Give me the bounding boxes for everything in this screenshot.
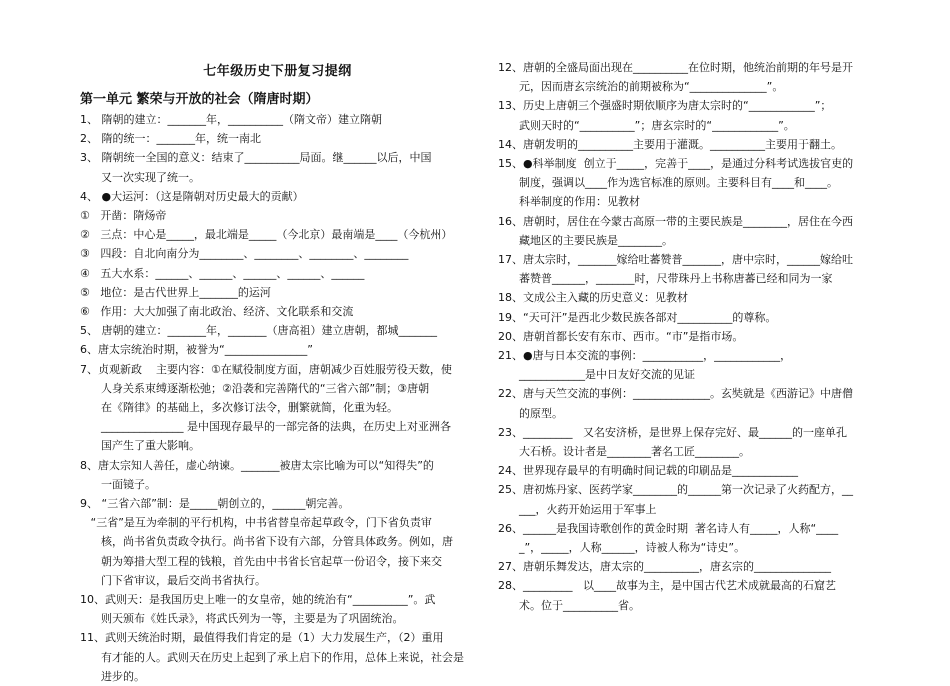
outline-line: 16、唐朝时，居住在今蒙古高原一带的主要民族是________，居住在今西 (498, 214, 853, 228)
outline-line: 12、唐朝的全盛局面出现在__________在位时期，他统治前期的年号是开 (498, 61, 853, 74)
left-lines (80, 110, 475, 686)
outline-line: “三省”是互为牵制的平行机构，中书省替皇帝起草政令，门下省负责审 (80, 516, 432, 530)
outline-line: 13、历史上唐朝三个强盛时期依顺序为唐太宗时的“____________”； (498, 99, 832, 113)
outline-line: 又一次实现了统一。 (80, 170, 200, 184)
outline-line: 6、唐太宗统治时期，被誉为“_______________” (80, 343, 313, 357)
outline-line: 进步的。 (80, 669, 145, 683)
outline-line: 14、唐朝发明的__________主要用于灌溉。__________主要用于翻土。 (498, 137, 842, 151)
outline-line: ② 三点：中心是_____，最北端是_____（今北京）最南端是____（今杭州） (80, 228, 453, 242)
outline-line: 门下省审议，最后交尚书省执行。 (80, 573, 266, 587)
outline-line: 武则天时的“__________”；唐玄宗时的“____________”。 (498, 118, 795, 132)
outline-line: ___，火药开始运用于军事上 (498, 502, 657, 516)
outline-line: 蕃赞普______，_______时，尺带珠丹上书称唐蕃已经和同为一家 (498, 272, 833, 286)
outline-line: 元，因而唐玄宗统治的前期被称为“______________”。 (498, 80, 784, 94)
outline-line: 有才能的人。武则天在历史上起到了承上启下的作用，总体上来说，社会是 (80, 650, 464, 664)
outline-line: 大石桥。设计者是________著名工匠________。 (498, 445, 750, 459)
outline-line: 术。位于__________省。 (498, 598, 640, 612)
outline-line: _”，_____，人称______，诗被人称为“诗史”。 (498, 541, 746, 555)
outline-line: _______________ 是中国现存最早的一部完备的法典，在历史上对亚洲各 (80, 420, 451, 434)
outline-line: 8、唐太宗知人善任，虚心纳谏。_______被唐太宗比喻为可以“知得失”的 (80, 458, 434, 472)
outline-line: 18、文成公主入藏的历史意义：见教材 (498, 291, 688, 305)
outline-line: 3、 隋朝统一全国的意义：结束了__________局面。继______以后，中国 (80, 151, 432, 165)
outline-line: 22、唐与天竺交流的事例：______________。玄奘就是《西游记》中唐僧 (498, 387, 853, 401)
left-column (80, 88, 475, 686)
outline-line: 藏地区的主要民族是________。 (498, 233, 673, 247)
outline-line: 朝为筹措大型工程的钱粮，首先由中书省长官起草一份诏令，接下来交 (80, 554, 442, 568)
outline-line: 5、 唐朝的建立：_______年，_______（唐高祖）建立唐朝，都城_______ (80, 324, 437, 338)
outline-line: 4、 ●大运河：（这是隋朝对历史最大的贡献） (80, 189, 304, 203)
outline-line: 人身关系束缚逐渐松弛；②沿袭和完善隋代的“三省六部”制；③唐朝 (80, 381, 430, 395)
outline-line: 7、贞观新政 主要内容：①在赋役制度方面，唐朝减少百姓服劳役天数，使 (80, 362, 452, 376)
right-lines (498, 58, 873, 615)
outline-line: 24、世界现存最早的有明确时间记载的印刷品是____________ (498, 464, 798, 478)
document-title: 七年级历史下册复习提纲 (203, 64, 352, 79)
right-column (498, 58, 873, 615)
outline-line: 的原型。 (498, 406, 563, 420)
outline-line: 国产生了重大影响。 (80, 439, 200, 453)
outline-line: 在《隋律》的基础上，多次修订法令，删繁就简，化重为轻。 (80, 401, 398, 415)
outline-line: 1、 隋朝的建立：_______年，__________（隋文帝）建立隋朝 (80, 113, 382, 126)
outline-line: ③ 四段：自北向南分为________、________、________、________ (80, 247, 409, 261)
outline-line: 则天颁布《姓氏录》，将武氏列为一等，主要是为了巩固统治。 (80, 612, 404, 626)
outline-line: 15、●科举制度 创立于_____，完善于____，是通过分科考试选拔官吏的 (498, 157, 854, 171)
outline-line: 11、武则天统治时期，最值得我们肯定的是（1）大力发展生产，（2）重用 (80, 631, 444, 645)
outline-line: 一面镜子。 (80, 477, 156, 491)
outline-line: ⑤ 地位：是古代世界上_______的运河 (80, 285, 271, 299)
outline-line: ⑥ 作用：大大加强了南北政治、经济、文化联系和交流 (80, 305, 354, 319)
outline-line: 2、 隋的统一：_______年，统一南北 (80, 132, 261, 146)
outline-line: ④ 五大水系：______、______、______、______、______ (80, 266, 365, 280)
outline-line: 10、武则天：是我国历史上唯一的女皇帝，她的统治有“__________”。武 (80, 593, 436, 607)
outline-line: 20、唐朝首都长安有东市、西市。“市”是指市场。 (498, 329, 744, 343)
unit-heading: 第一单元 繁荣与开放的社会（隋唐时期） (80, 92, 319, 107)
outline-line: 核，尚书省负责政令执行。尚书省下设有六部，分管具体政务。例如，唐 (80, 535, 453, 549)
outline-line: 28、_________ 以____故事为主，是中国古代艺术成就最高的石窟艺 (498, 579, 836, 593)
outline-line: 9、 “三省六部”制：是_____朝创立的，______朝完善。 (80, 497, 350, 511)
outline-line: ① 开凿：隋炀帝 (80, 209, 167, 223)
outline-line: ____________是中日友好交流的见证 (498, 368, 695, 382)
outline-line: 27、唐朝乐舞发达，唐太宗的__________，唐玄宗的______________ (498, 560, 831, 574)
outline-line: 17、唐太宗时，_______嫁给吐蕃赞普_______，唐中宗时，______嫁给吐 (498, 253, 853, 267)
outline-line: 19、“天可汗”是西北少数民族各部对__________的尊称。 (498, 310, 777, 324)
outline-line: 26、______是我国诗歌创作的黄金时期 著名诗人有_____，人称“____ (498, 521, 839, 535)
outline-line: 科举制度的作用：见教材 (498, 195, 640, 209)
outline-line: 制度，强调以____作为选官标准的原则。主要科目有____和____。 (498, 176, 838, 190)
outline-line: 21、●唐与日本交流的事例：___________，____________， (498, 349, 792, 363)
outline-line: 23、_________ 又名安济桥，是世界上保存完好、最______的一座单孔 (498, 425, 847, 439)
outline-line: 25、唐初炼丹家、医药学家________的______第一次记录了火药配方，__ (498, 483, 853, 497)
